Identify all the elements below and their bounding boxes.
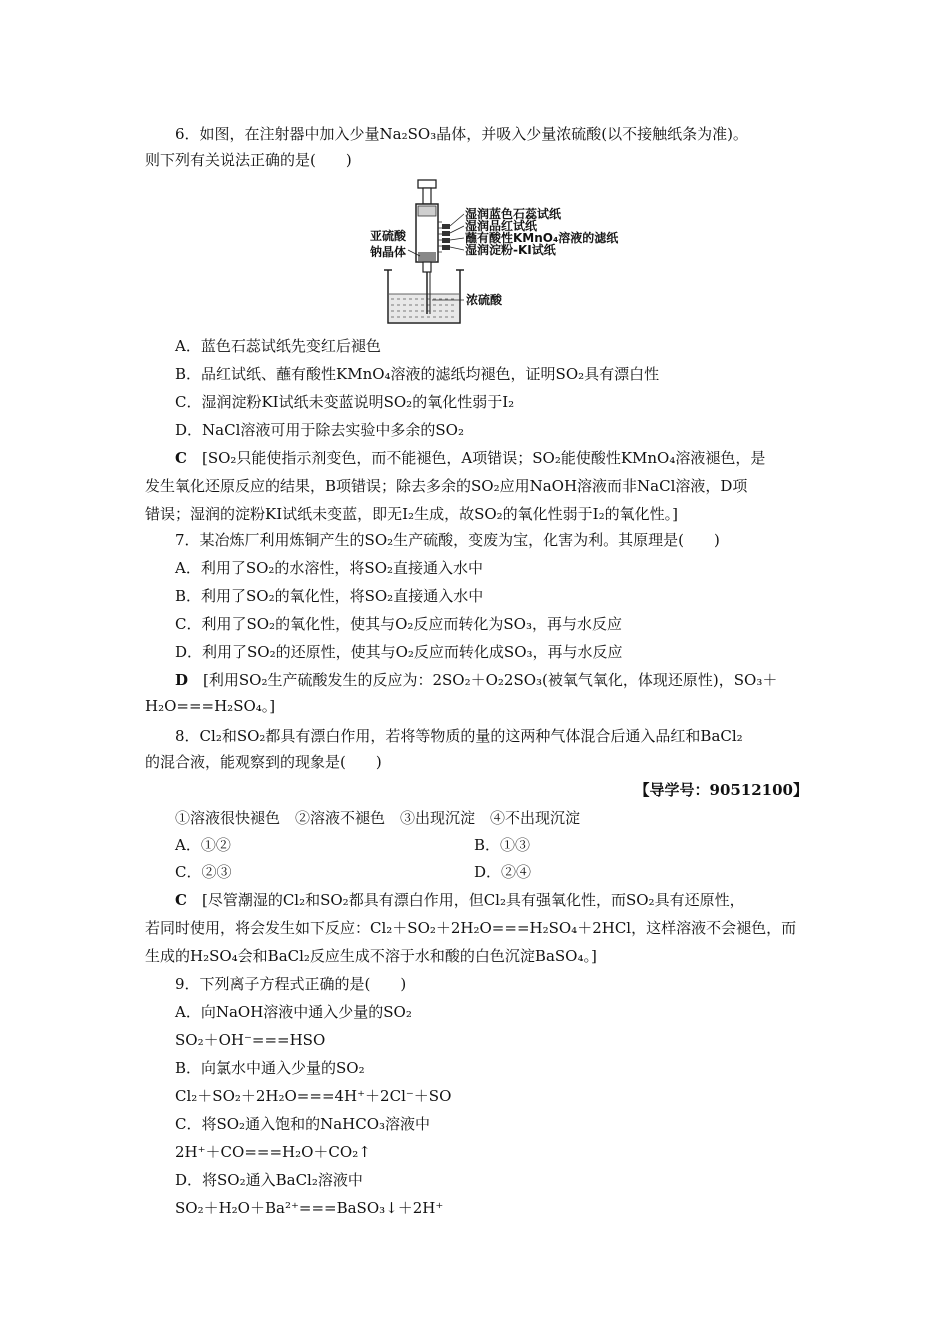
paper-strip-3 (442, 238, 450, 243)
q6-answer-text1: [SO₂只能使指示剂变色，而不能褪色，A项错误；SO₂能使酸性KMnO₄溶液褪色，是 (201, 449, 766, 467)
q6-answer-line1 (175, 448, 840, 468)
paper-strip-4 (442, 245, 450, 250)
q6-option-a: A．蓝色石蕊试纸先变红后褪色 (175, 337, 381, 355)
q7-answer-letter: D (175, 671, 189, 689)
q6-answer-line2: 发生氧化还原反应的结果，B项错误；除去多余的SO₂应用NaOH溶液而非NaCl溶液，D项 (145, 477, 748, 495)
paper-strip-2 (442, 231, 450, 236)
q7-stem: 7．某冶炼厂利用炼铜产生的SO₂生产硫酸，变废为宝，化害为利。其原理是( ) (175, 531, 720, 549)
acid-liquid (389, 294, 459, 322)
label-kmno4-paper: 蘸有酸性KMnO₄溶液的滤纸 (465, 231, 619, 245)
q8-answer-text1: [尽管潮湿的Cl₂和SO₂都具有漂白作用，但Cl₂具有强氧化性，而SO₂具有还原性， (201, 891, 745, 909)
q9-stem: 9．下列离子方程式正确的是( ) (175, 975, 407, 993)
q7-option-c: C．利用了SO₂的氧化性，使其与O₂反应而转化为SO₃，再与水反应 (175, 615, 622, 633)
label-starch-ki-paper: 湿润淀粉-KI试纸 (465, 243, 556, 257)
q8-stem-line2: 的混合液，能观察到的现象是( ) (145, 753, 382, 771)
paper-strip-1 (442, 224, 450, 229)
q7-answer-text1: [利用SO₂生产硫酸发生的反应为：2SO₂＋O₂2SO₃(被氧气氧化，体现还原性)，SO₃＋ (203, 671, 778, 689)
q8-option-c: C．②③ (175, 863, 232, 881)
syringe-apparatus-figure (360, 178, 630, 328)
q9-option-c: C．将SO₂通入饱和的NaHCO₃溶液中 (175, 1115, 431, 1133)
q6-option-c: C．湿润淀粉KI试纸未变蓝说明SO₂的氧化性弱于I₂ (175, 393, 515, 411)
label-crystal-line2: 钠晶体 (370, 245, 407, 259)
q8-answer-line3: 生成的H₂SO₄会和BaCl₂反应生成不溶于水和酸的白色沉淀BaSO₄。] (145, 947, 597, 965)
q8-answer-line2: 若同时使用，将会发生如下反应：Cl₂＋SO₂＋2H₂O===H₂SO₄＋2HCl，这样溶液不会褪色，而 (145, 919, 797, 937)
q7-answer-line1 (175, 670, 840, 690)
q6-stem-line2: 则下列有关说法正确的是( ) (145, 151, 352, 169)
q8-option-b: B．①③ (474, 836, 531, 854)
q9-equation-b: Cl₂＋SO₂＋2H₂O===4H⁺＋2Cl⁻＋SO (175, 1087, 452, 1105)
q8-option-a: A．①② (175, 836, 231, 854)
q6-option-d: D．NaCl溶液可用于除去实验中多余的SO₂ (175, 421, 464, 439)
q8-choices: ①溶液很快褪色 ②溶液不褪色 ③出现沉淀 ④不出现沉淀 (175, 809, 581, 827)
label-crystal-line1: 亚硫酸 (370, 229, 407, 243)
q6-option-b: B．品红试纸、蘸有酸性KMnO₄溶液的滤纸均褪色，证明SO₂具有漂白性 (175, 365, 660, 383)
q7-option-b: B．利用了SO₂的氧化性，将SO₂直接通入水中 (175, 587, 484, 605)
q8-answer-letter: C (175, 891, 187, 909)
q9-equation-c: 2H⁺＋CO===H₂O＋CO₂↑ (175, 1143, 371, 1161)
q8-answer-line1 (175, 890, 840, 910)
guide-number: 【导学号：90512100】 (634, 781, 808, 799)
crystal (418, 252, 436, 261)
q9-option-d: D．将SO₂通入BaCl₂溶液中 (175, 1171, 363, 1189)
q7-option-d: D．利用了SO₂的还原性，使其与O₂反应而转化成SO₃，再与水反应 (175, 643, 623, 661)
q7-option-a: A．利用了SO₂的水溶性，将SO₂直接通入水中 (175, 559, 484, 577)
q9-equation-d: SO₂＋H₂O＋Ba²⁺===BaSO₃↓＋2H⁺ (175, 1199, 444, 1217)
q6-stem-line1: 6．如图，在注射器中加入少量Na₂SO₃晶体，并吸入少量浓硫酸(以不接触纸条为准)。 (175, 125, 748, 143)
q6-answer-line3: 错误；湿润的淀粉KI试纸未变蓝，即无I₂生成，故SO₂的氧化性弱于I₂的氧化性。] (145, 505, 678, 523)
q8-stem-line1: 8．Cl₂和SO₂都具有漂白作用，若将等物质的量的这两种气体混合后通入品红和BaCl₂ (175, 727, 743, 745)
q7-answer-line2: H₂O===H₂SO₄。] (145, 697, 276, 715)
plunger-cap (418, 180, 436, 188)
q9-option-a: A．向NaOH溶液中通入少量的SO₂ (175, 1003, 412, 1021)
q9-option-b: B．向氯水中通入少量的SO₂ (175, 1059, 365, 1077)
label-conc-sulfuric: 浓硫酸 (466, 293, 503, 307)
q9-equation-a: SO₂＋OH⁻===HSO (175, 1031, 326, 1049)
q8-option-d: D．②④ (474, 863, 532, 881)
label-blue-litmus: 湿润蓝色石蕊试纸 (465, 207, 562, 221)
label-pinkred-paper: 湿润品红试纸 (465, 219, 538, 233)
plunger-rod (423, 188, 431, 204)
q6-answer-letter: C (175, 449, 187, 467)
